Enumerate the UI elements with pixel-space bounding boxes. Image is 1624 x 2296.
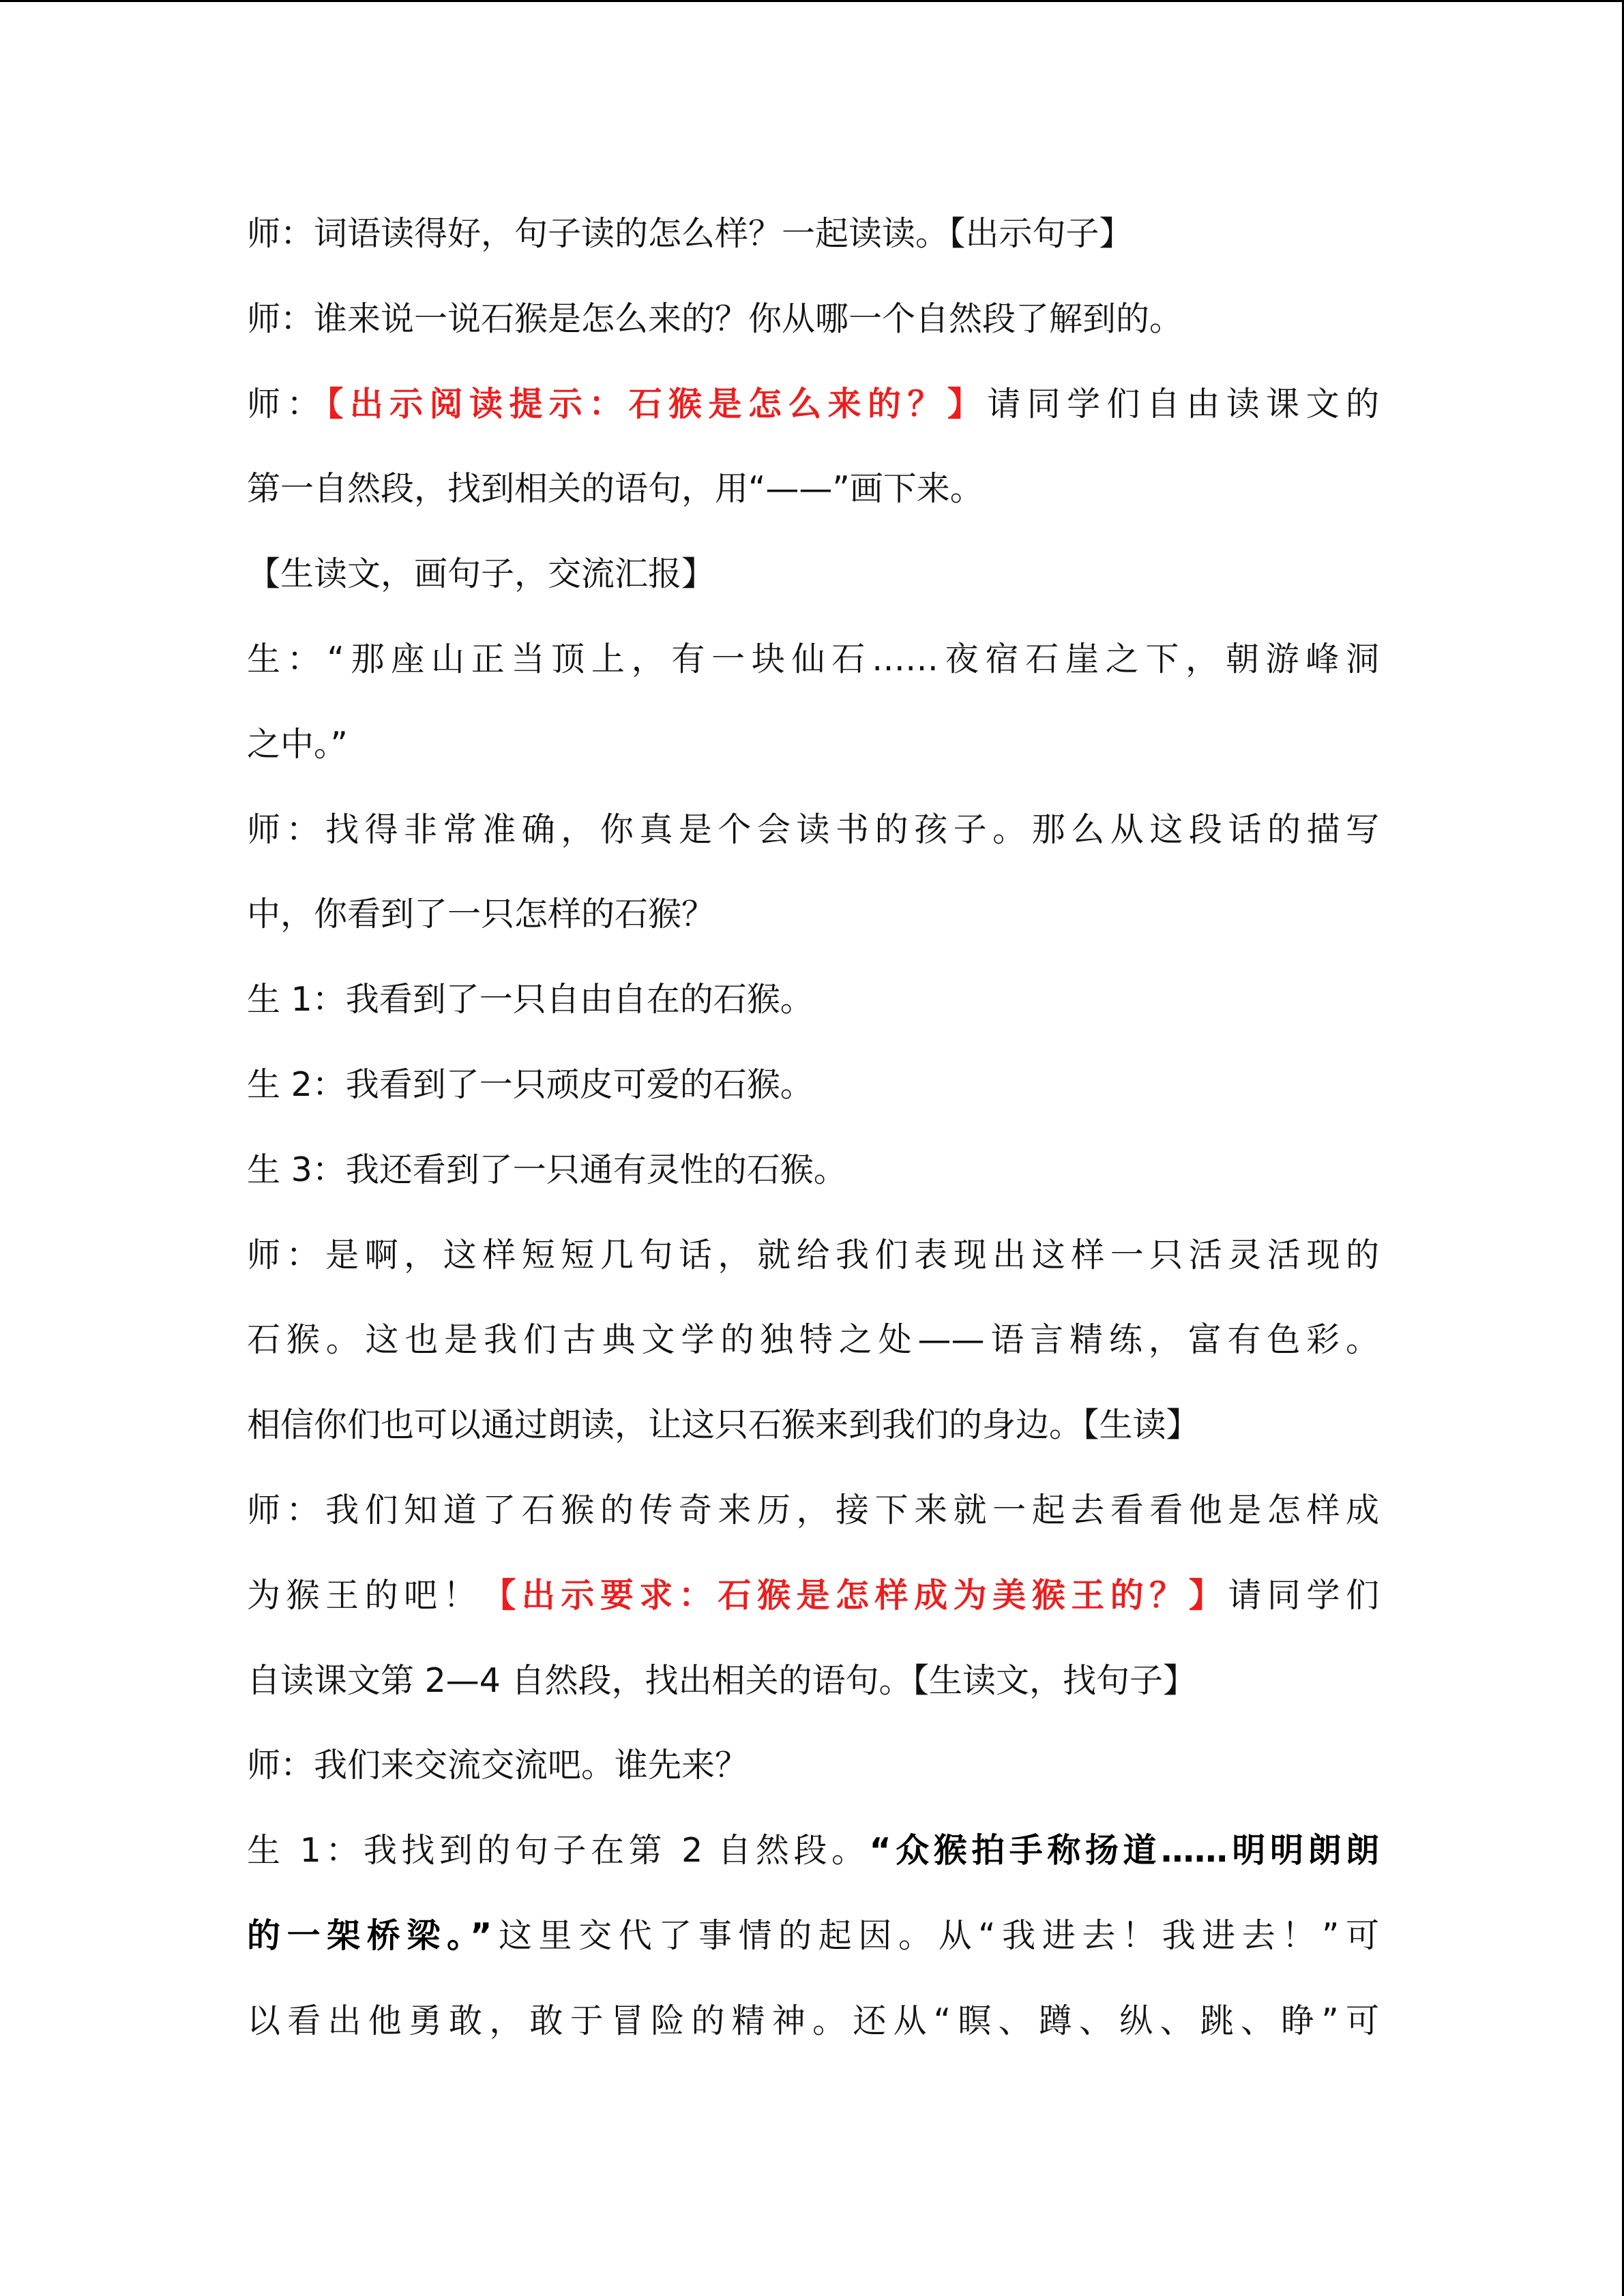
text-line	[247, 1298, 1379, 1383]
text-line	[247, 957, 1379, 1043]
text-line	[247, 1639, 1379, 1724]
text-segment: 为猴王的吧！	[247, 1575, 483, 1615]
text-segment: 生 2：我看到了一只顽皮可爱的石猴。	[247, 1064, 814, 1104]
quoted-text: 的一架桥梁。”	[247, 1915, 492, 1955]
text-segment: 第一自然段，找到相关的语句，用“——”画下来。	[247, 469, 984, 509]
text-line	[247, 1808, 1379, 1894]
text-line	[247, 788, 1379, 873]
text-line	[247, 1383, 1379, 1468]
text-segment: 以看出他勇敢，敢于冒险的精神。还从“瞑、蹲、纵、跳、睁”可	[247, 2001, 1379, 2040]
text-segment: 生 1：我找到的句子在第 2 自然段。	[247, 1831, 870, 1870]
text-line	[247, 702, 1379, 788]
text-line	[247, 447, 1379, 532]
text-segment: 师：是啊，这样短短几句话，就给我们表现出这样一只活灵活现的	[247, 1235, 1379, 1274]
highlight-prompt: 【出示要求：石猴是怎样成为美猴王的？】	[482, 1575, 1228, 1615]
text-line	[247, 1468, 1379, 1553]
text-segment: 师：	[247, 384, 327, 423]
text-segment: 师：找得非常准确，你真是个会读书的孩子。那么从这段话的描写	[247, 809, 1379, 849]
text-line	[247, 617, 1379, 702]
text-segment: 生 1：我看到了一只自由自在的石猴。	[247, 980, 814, 1019]
text-line	[247, 362, 1379, 447]
text-segment: 师：我们知道了石猴的传奇来历，接下来就一起去看看他是怎样成	[247, 1490, 1379, 1530]
text-line	[247, 1894, 1379, 1979]
text-segment: 生：“那座山正当顶上，有一块仙石……夜宿石崖之下，朝游峰洞	[247, 639, 1379, 679]
text-segment: 师：谁来说一说石猴是怎么来的？你从哪一个自然段了解到的。	[247, 299, 1183, 338]
text-line	[247, 872, 1379, 957]
document-body	[247, 192, 1379, 2064]
text-segment: 中，你看到了一只怎样的石猴？	[247, 895, 715, 934]
text-segment: 相信你们也可以通过朗读，让这只石猴来到我们的身边。【生读】	[247, 1405, 1200, 1445]
text-segment: 师：词语读得好，句子读的怎么样？一起读读。【出示句子】	[247, 214, 1133, 253]
text-segment: 请同学们自由读课文的	[987, 384, 1379, 423]
text-line	[247, 1723, 1379, 1808]
text-line	[247, 1553, 1379, 1639]
text-line	[247, 1128, 1379, 1213]
quoted-text: “众猴拍手称扬道……明明朗朗	[869, 1831, 1379, 1870]
text-line	[247, 1043, 1379, 1128]
text-segment: 自读课文第 2—4 自然段，找出相关的语句。【生读文，找句子】	[247, 1660, 1197, 1700]
text-line	[247, 1979, 1379, 2064]
text-segment: 石猴。这也是我们古典文学的独特之处——语言精练，富有色彩。	[247, 1320, 1379, 1360]
highlight-prompt: 【出示阅读提示：石猴是怎么来的？】	[326, 384, 988, 423]
text-segment: 师：我们来交流交流吧。谁先来？	[247, 1746, 749, 1785]
text-line	[247, 277, 1379, 362]
text-line	[247, 532, 1379, 617]
text-segment: 这里交代了事情的起因。从“我进去！我进去！”可	[492, 1915, 1379, 1955]
text-line	[247, 1213, 1379, 1298]
text-segment: 请同学们	[1228, 1575, 1379, 1615]
text-segment: 生 3：我还看到了一只通有灵性的石猴。	[247, 1150, 847, 1189]
text-segment: 【生读文，画句子，交流汇报】	[247, 554, 715, 594]
text-segment: 之中。”	[247, 724, 348, 764]
text-line	[247, 192, 1379, 277]
